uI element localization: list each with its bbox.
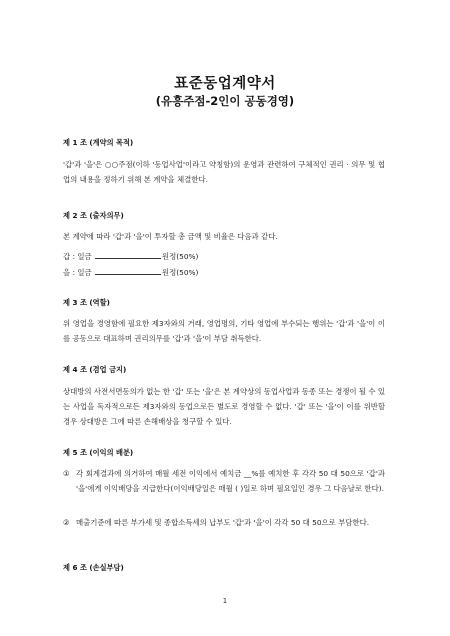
gap-suffix: 원정(50%) [161,252,199,261]
article-1-text: '갑'과 '을'은 ○○주점(이하 '동업사업'이라고 약칭함)의 운영과 관련하여 구체적인 권리 · 의무 및 협업의 내용을 정하기 위해 본 계약을 체결한다. [63,160,385,184]
article-5-item-2 [63,515,385,530]
item-1-text: 각 회계결과에 의거하여 매월 세전 이익에서 예치금 __%를 예치한 후 각각 50 대 50으로 '갑'과 '을'에게 이익배당을 지급한다(이익배당일은 매월 ( )일로 하며 필요일인 경우 그 다음날로 한다). [76,469,385,493]
item-2-text: 매출기준에 따른 부가세 및 종합소득세의 납부도 '갑'과 '을'이 각각 50 대 50으로 부담한다. [76,518,370,527]
eul-amount-blank[interactable] [95,267,161,275]
article-2-heading: 제 2 조 (출자의무) [63,211,124,220]
article-2-text: 본 계약에 따라 '갑'과 '을'이 투자할 총 금액 및 비율은 다음과 같다. [63,232,278,241]
gap-amount-blank[interactable] [95,251,161,259]
gap-label: 갑 : 일금 [63,252,92,261]
article-3-heading: 제 3 조 (역할) [63,298,110,307]
page-number: 1 [222,597,228,605]
item-1-number: ① [63,469,70,478]
article-4-text: 상대방의 사전서면동의가 없는 한 '갑' 또는 '을'은 본 계약상의 동업사업과 동종 또는 경쟁이 될 수 있는 사업을 독자적으로든 제3자와의 동업으로든 별도로 경영할 수 없다. '갑' 또는 '을'이 이를 위반할 경우 상대방은 그에 따른 손해배상을 청구할 수 있다. [63,387,385,426]
document-title: 표준동업계약서 [174,76,276,92]
article-3-text: 위 영업을 경영함에 필요한 제3자와의 거래, 영업명의, 기타 영업에 부수되는 행위는 '갑'과 '을'이 이를 공동으로 대표하며 권리의무를 '갑'과 '을'이 부담 취득한다. [63,319,385,343]
eul-label: 을 : 일금 [63,268,92,277]
article-6-heading: 제 6 조 (손실부담) [63,563,124,572]
document-subtitle: (유흥주점-2인이 공동경영) [155,94,295,108]
item-2-number: ② [63,518,70,527]
article-5-heading: 제 5 조 (이익의 배분) [63,448,134,457]
article-5-item-1 [63,466,385,496]
article-1-heading: 제 1 조 (계약의 목적) [63,138,134,147]
article-2-gap-line [63,251,198,262]
article-4-heading: 제 4 조 (겸업 금지) [63,365,127,374]
article-2-eul-line [63,267,198,278]
eul-suffix: 원정(50%) [161,268,199,277]
